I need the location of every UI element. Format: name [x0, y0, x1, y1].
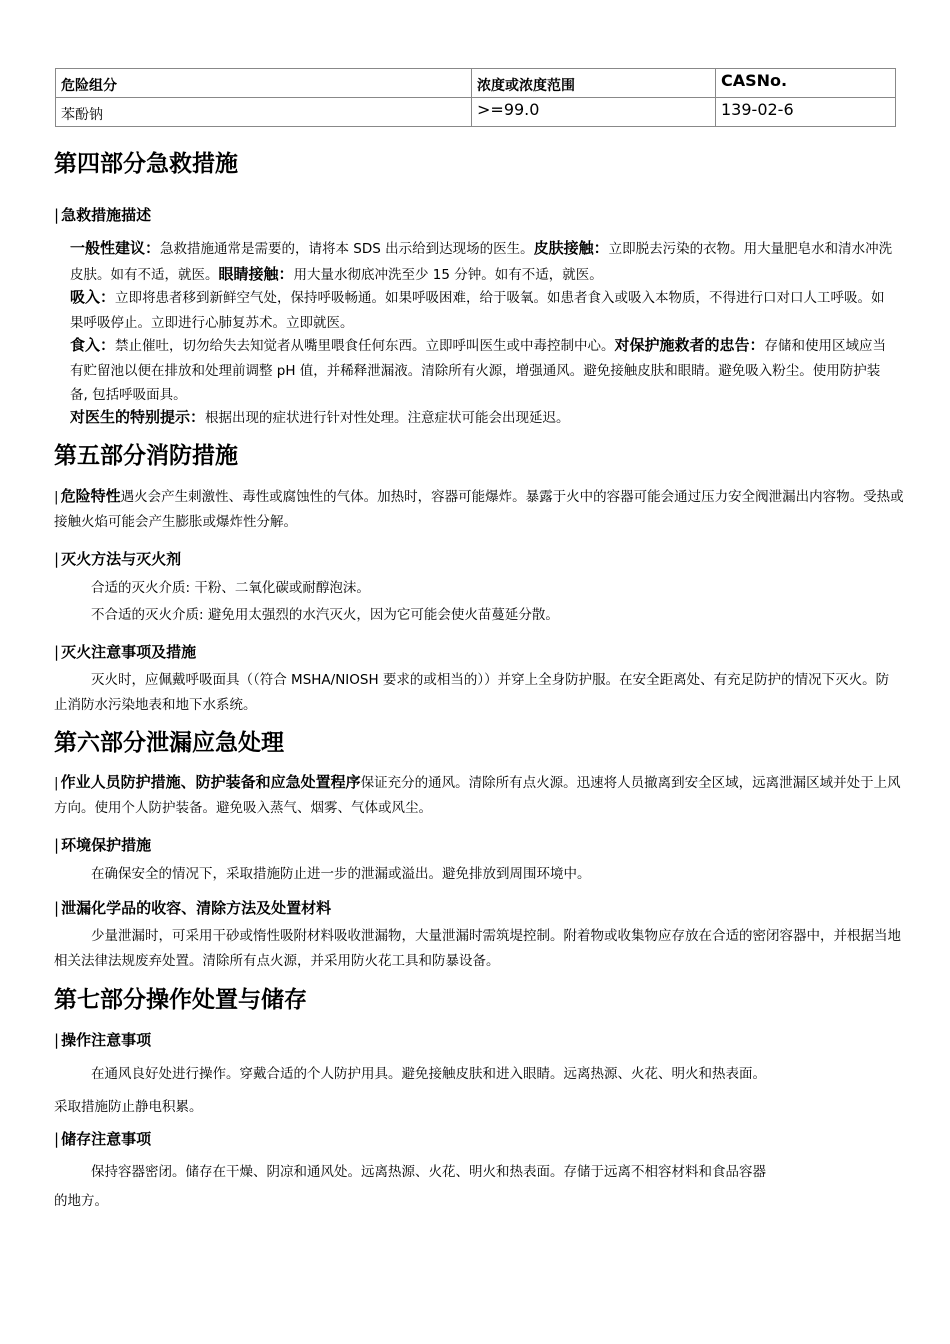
composition-table [55, 68, 896, 127]
handling-text-line-1: 在通风良好处进行操作。穿戴合适的个人防护用具。避免接触皮肤和进入眼睛。远离热源、火花、明火和热表面。 [91, 1066, 766, 1082]
section-6-subheading-2: | 泄漏化学品的收容、清除方法及处置材料 [54, 899, 332, 917]
section-5-subheading-2: | 灭火注意事项及措施 [54, 643, 197, 661]
section-4-title: 第四部分急救措施 [54, 151, 238, 177]
cleanup-methods-text: 少量泄漏时，可采用干砂或惰性吸附材料吸收泄漏物，大量泄漏时需筑堤控制。附着物或收集物应存放在合适的密闭容器中，并根据当地相关法律法规废弃处置。清除所有点火源，并采用防火花工具和防暴设备。 [54, 928, 901, 969]
first-aid-paragraph-4 [70, 405, 896, 431]
table-cell: >=99.0 [472, 98, 716, 127]
section-7-subheading-1: | 操作注意事项 [54, 1031, 152, 1049]
first-aid-paragraph-3 [70, 333, 896, 408]
ingestion-label: 食入： [70, 336, 116, 354]
general-advice-text: 急救措施通常是需要的，请将本 SDS 出示给到达现场的医生。 [160, 241, 534, 257]
table-row [56, 98, 896, 127]
subheading-text: 储存注意事项 [61, 1130, 152, 1148]
section-4-subheading: | 急救措施描述 [54, 206, 152, 224]
table-header-row [56, 69, 896, 98]
personal-precautions-label: 作业人员防护措施、防护装备和应急处置程序 [60, 773, 361, 791]
skin-contact-label: 皮肤接触： [533, 239, 609, 257]
eye-contact-text: 用大量水彻底冲洗至少 15 分钟。如有不适，就医。 [293, 266, 603, 283]
table-cell: 139-02-6 [716, 98, 896, 127]
table-header-cell: 危险组分 [56, 69, 472, 98]
handling-text-line-2: 采取措施防止静电积累。 [54, 1099, 203, 1115]
doctor-note-label: 对医生的特别提示： [70, 408, 206, 426]
eye-contact-label: 眼睛接触： [218, 264, 294, 283]
rescuer-advice-text: 存储和使用区域应当有贮留池以便在排放和处理前调整 pH 值，并稀释泄漏液。清除所有火源，增强通风。避免接触皮肤和眼睛。避免吸入粉尘。使用防护装备, 包括呼吸面具。 [70, 338, 887, 403]
inhalation-text: 立即将患者移到新鲜空气处，保持呼吸畅通。如果呼吸困难，给于吸氧。如患者食入或吸入本物质，不得进行口对口人工呼吸。如果呼吸停止。立即进行心肺复苏术。立即就医。 [70, 290, 885, 331]
section-7-title: 第七部分操作处置与储存 [54, 987, 307, 1013]
subheading-text: 泄漏化学品的收容、清除方法及处置材料 [61, 899, 332, 917]
hazard-label: 危险特性 [60, 487, 121, 505]
table-header-cell: 浓度或浓度范围 [472, 69, 716, 98]
suitable-media-text: 合适的灭火介质: 干粉、二氧化碳或耐醇泡沫。 [91, 580, 370, 596]
rescuer-advice-label: 对保护施救者的忠告： [614, 336, 765, 354]
skin-contact-text: 立即脱去污染的衣物。用大量肥皂水和清水冲洗皮肤。如有不适，就医。 [70, 241, 893, 283]
subheading-text: 灭火注意事项及措施 [61, 643, 197, 661]
ingestion-text: 禁止催吐，切勿给失去知觉者从嘴里喂食任何东西。立即呼叫医生或中毒控制中心。 [115, 338, 615, 354]
section-7-subheading-2: | 储存注意事项 [54, 1130, 152, 1148]
inhalation-label: 吸入： [70, 288, 116, 306]
storage-text-line-2: 的地方。 [54, 1193, 108, 1209]
table-header-cell: CASNo. [716, 69, 896, 98]
personal-precautions-text: 保证充分的通风。清除所有点火源。迅速将人员撤离到安全区域，远离泄漏区域并处于上风方向。使用个人防护装备。避免吸入蒸气、烟雾、气体或风尘。 [54, 775, 901, 816]
environmental-precautions-text: 在确保安全的情况下，采取措施防止进一步的泄漏或溢出。避免排放到周围环境中。 [91, 866, 591, 882]
hazard-paragraph: | 危险特性遇火会产生刺激性、毒性或腐蚀性的气体。加热时，容器可能爆炸。暴露于火中的容器可能会通过压力安全阀泄漏出内容物。受热或接触火焰可能会产生膨胀或爆炸性分解。 [54, 487, 904, 530]
section-6-subheading-1: | 环境保护措施 [54, 836, 152, 854]
subheading-text: 操作注意事项 [61, 1031, 152, 1049]
section-6-title: 第六部分泄漏应急处理 [54, 730, 284, 756]
storage-text-line-1: 保持容器密闭。储存在干燥、阴凉和通风处。远离热源、火花、明火和热表面。存储于远离不相容材料和食品容器 [91, 1164, 766, 1180]
general-advice-label: 一般性建议： [70, 239, 161, 257]
first-aid-paragraph-2 [70, 285, 896, 335]
section-5-subheading-1: | 灭火方法与灭火剂 [54, 550, 182, 568]
doctor-note-text: 根据出现的症状进行针对性处理。注意症状可能会出现延迟。 [205, 410, 570, 426]
unsuitable-media-text: 不合适的灭火介质: 避免用太强烈的水汽灭火，因为它可能会使火苗蔓延分散。 [91, 607, 559, 623]
subheading-text: 灭火方法与灭火剂 [61, 550, 182, 568]
section-5-title: 第五部分消防措施 [54, 443, 238, 469]
subheading-text: 急救措施描述 [61, 206, 152, 224]
subheading-text: 环境保护措施 [61, 836, 152, 854]
first-aid-paragraph-1 [70, 236, 896, 287]
firefighting-precautions-text: 灭火时，应佩戴呼吸面具（（符合 MSHA/NIOSH 要求的或相当的））并穿上全身防护服。在安全距离处、有充足防护的情况下灭火。防止消防水污染地表和地下水系统。 [54, 672, 890, 713]
table-cell: 苯酚钠 [56, 98, 472, 127]
hazard-text: 遇火会产生刺激性、毒性或腐蚀性的气体。加热时，容器可能爆炸。暴露于火中的容器可能会通过压力安全阀泄漏出内容物。受热或接触火焰可能会产生膨胀或爆炸性分解。 [54, 489, 904, 530]
personal-precautions-paragraph: | 作业人员防护措施、防护装备和应急处置程序保证充分的通风。清除所有点火源。迅速将人员撤离到安全区域，远离泄漏区域并处于上风方向。使用个人防护装备。避免吸入蒸气、烟雾、气体或风尘。 [54, 773, 901, 816]
